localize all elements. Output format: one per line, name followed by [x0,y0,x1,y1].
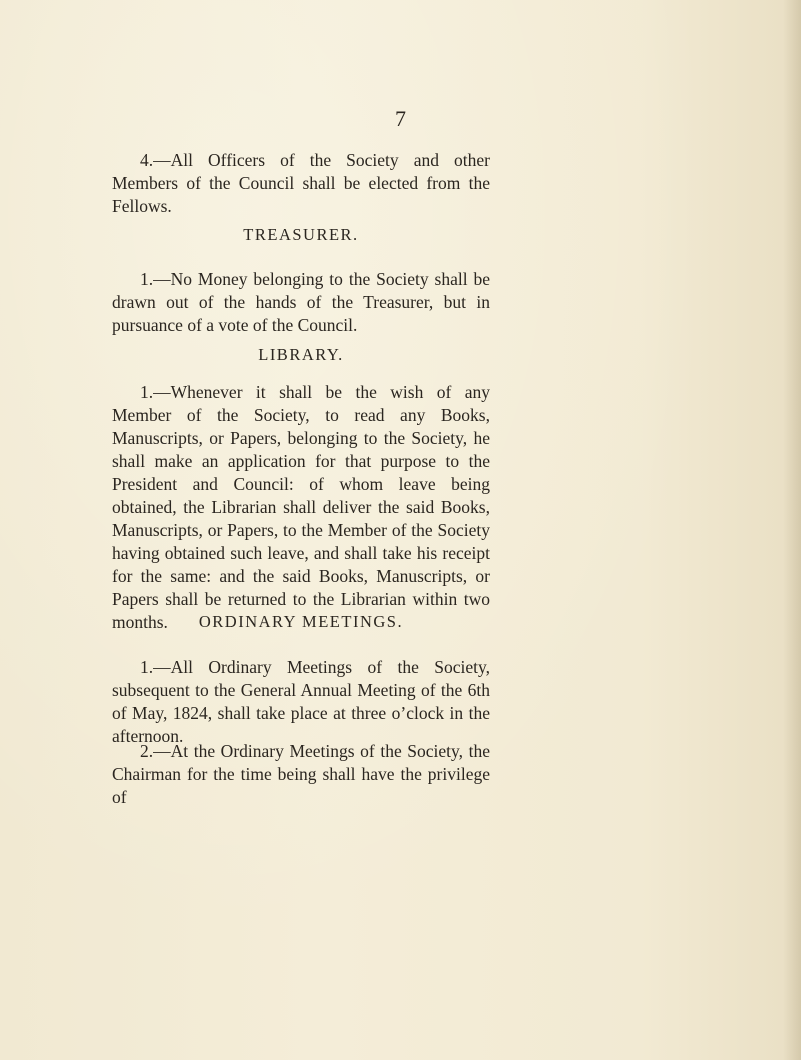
library-heading: LIBRARY. [258,345,344,364]
officers-section [112,149,490,218]
page-number: 7 [395,106,406,131]
treasurer-section [112,268,490,337]
ordinary-meetings-paragraph-2: 2.—At the Ordinary Meetings of the Society, the Chairman for the time being shall have the privilege of [112,741,490,807]
officers-paragraph: 4.—All Officers of the Society and other Members of the Council shall be elected from the Fellows. [112,150,490,216]
ordinary-meetings-section-2 [112,740,490,809]
ordinary-meetings-paragraph-1: 1.—All Ordinary Meetings of the Society, subsequent to the General Annual Meeting of the 6th of May, 1824, shall take place at three o’clock in the afternoon. [112,657,490,746]
ordinary-meetings-section-1 [112,656,490,748]
page-edge-shadow [783,0,801,1060]
library-section [112,381,490,634]
library-paragraph-1: 1.—Whenever it shall be the wish of any Member of the Society, to read any Books, Manuscripts, or Papers, belonging to the Society, he shall make an application for that purpose to the President and Council: of whom leave being obtained, the Librarian shall deliver the said Books, Manuscripts, or Papers, to the Member of the Society having obtained such leave, and shall take his receipt for the same: and the said Books, Manuscripts, or Papers shall be returned to the Librarian within two months. [112,382,490,632]
ordinary-meetings-heading: ORDINARY MEETINGS. [198,612,404,631]
treasurer-paragraph-1: 1.—No Money belonging to the Society shall be drawn out of the hands of the Treasurer, but in pursuance of a vote of the Council. [112,269,490,335]
treasurer-heading: TREASURER. [243,225,359,244]
